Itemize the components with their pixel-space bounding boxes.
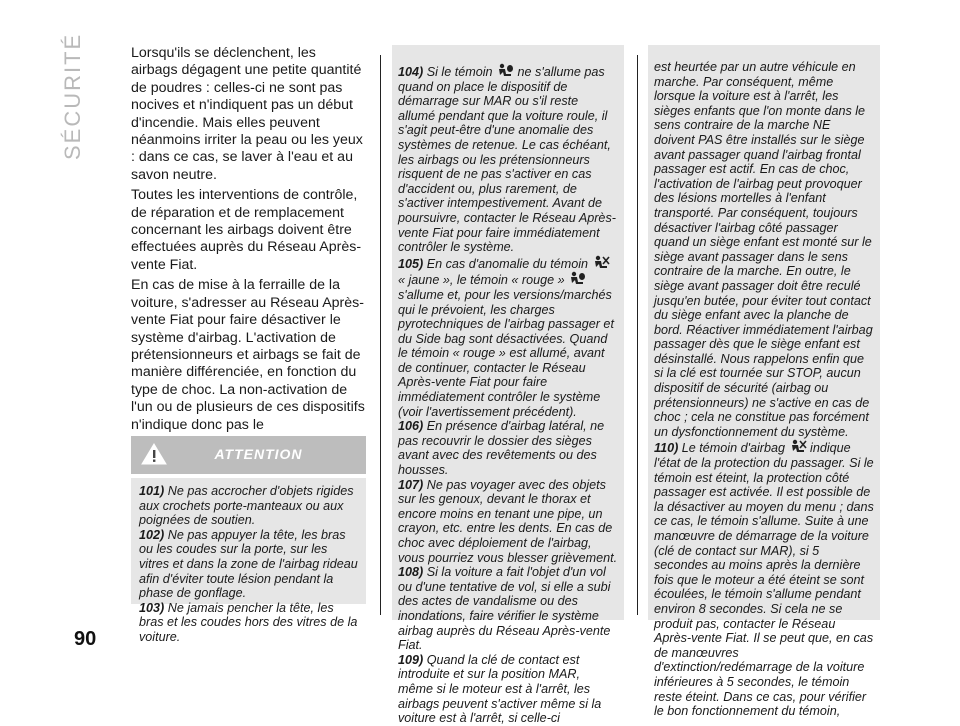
note-101: 101) Ne pas accrocher d'objets rigides aux crochets porte-manteaux ou aux poignées de soutien.	[139, 484, 354, 528]
note-102: 102) Ne pas appuyer la tête, les bras ou les coudes sur la porte, sur les vitres et dans la zone de l'airbag rideau afin d'éviter toute lésion pendant la phase de gonflage.	[139, 527, 358, 601]
note-107: 107) Ne pas voyager avec des objets sur les genoux, devant le thorax et encore moins en tenant une pipe, un crayon, etc. entre les dents. En cas de choc avec déploiement de l'airbag, vous pourriez vous blesser grièvement.	[398, 477, 618, 565]
note-108: 108) Si la voiture a fait l'objet d'un vol ou d'une tentative de vol, si elle a subi des actes de vandalisme ou des inondations, faire vérifier le système airbag auprès du Réseau Après-vente Fiat.	[398, 565, 611, 653]
paragraph-3: En cas de mise à la ferraille de la voiture, s'adresser au Réseau Après-vente Fiat pour faire désactiver le système d'airbag. L'activation de prétensionneurs et airbags se fait de manière différenciée, en fonction du type de choc. La non-activation de l'un ou de plusieurs de ces dispositifs n'indique donc pas le	[131, 277, 365, 433]
passenger-airbag-off-icon	[789, 439, 807, 455]
attention-notes	[131, 478, 366, 644]
paragraph-1: Lorsqu'ils se déclenchent, les airbags dégagent une petite quantité de poudres : celles-ci ne sont pas nocives et n'indiquent pas un début d'incendie. Mais elles peuvent néanmoins irriter la peau ou les yeux : dans ce cas, se laver à l'eau et au savon neutre.	[131, 45, 363, 183]
attention-heading: ATTENTION	[214, 446, 303, 462]
page-number: 90	[74, 628, 97, 650]
note-103: 103) Ne jamais pencher la tête, les bras et les coudes hors des vitres de la voiture.	[139, 600, 358, 644]
airbag-warning-icon	[496, 63, 514, 79]
warnings-column-2	[648, 45, 880, 719]
column-divider	[637, 55, 638, 615]
paragraph-2: Toutes les interventions de contrôle, de réparation et de remplacement concernant les airbags doivent être effectuées auprès du Réseau Après-vente Fiat.	[131, 187, 362, 273]
airbag-warning-icon	[568, 271, 586, 287]
note-105: 105) En cas d'anomalie du témoin « jaune », le témoin « rouge » s'allume et, pour les versions/marchés qui le prévoient, les charges pyrotechniques de l'airbag passager et du Side bag sont désactivées. Quand le témoin « rouge » est allumé, avant de continuer, contacter le Réseau Après-vente Fiat pour faire immédiatement contrôler le système (voir l'avertissement précédent).	[398, 256, 614, 419]
warnings-column-1	[392, 45, 624, 726]
main-text-column	[131, 45, 366, 454]
note-109-continued: est heurtée par un autre véhicule en marche. Par conséquent, même lorsque la voiture est à l'arrêt, les sièges enfants que l'on monte dans le sens contraire de la marche NE doivent PAS être installés sur le siège avant passager quand l'airbag frontal passager est actif. En cas de choc, l'activation de l'airbag peut provoquer des lésions mortelles à l'enfant transporté. Par conséquent, toujours désactiver l'airbag côté passager quand un siège enfant est monté sur le siège avant passager dans le sens contraire de la marche. En outre, le siège avant passager doit être reculé jusqu'en butée, pour éviter tout contact du siège enfant avec la planche de bord. Réactiver immédiatement l'airbag passager dès que le siège enfant est désinstallé. Nous rappelons enfin que si la clé est tournée sur STOP, aucun dispositif de sécurité (airbag ou prétensionneurs) ne s'active en cas de choc ; cela ne constitue pas forcément un dysfonctionnement du système.	[654, 60, 873, 439]
section-title: SÉCURITÉ	[60, 32, 85, 160]
passenger-airbag-off-icon	[592, 255, 610, 271]
note-110: 110) Le témoin d'airbag indique l'état de la protection du passager. Si le témoin est éteint, la protection côté passager est activée. Il est possible de la désactiver au moyen du menu ; dans ce cas, le témoin s'allume. Suite à une manœuvre de démarrage de la voiture (clé de contact sur MAR), si 5 secondes au moins après la dernière fois que le moteur a été éteint se sont écoulées, le témoin s'allume pendant environ 8 secondes. Si cela ne se produit pas, contacter le Réseau Après-vente Fiat. Il se peut que, en cas de manœuvres d'extinction/redémarrage de la voiture inférieures à 5 secondes, le témoin reste éteint. Dans ce cas, pour vérifier le bon fonctionnement du témoin,	[654, 441, 874, 719]
column-divider	[380, 55, 381, 615]
note-104: 104) Si le témoin ne s'allume pas quand on place le dispositif de démarrage sur MAR ou s'il reste allumé pendant que la voiture roule, il s'agit peut-être d'une anomalie des systèmes de retenue. Le cas échéant, les airbags ou les prétensionneurs risquent de ne pas s'activer en cas d'accident ou, plus rarement, de s'activer intempestivement. Avant de poursuivre, contacter le Réseau Après-vente Fiat pour faire immédiatement contrôler le système.	[398, 65, 616, 255]
note-109: 109) Quand la clé de contact est introduite et sur la position MAR, même si le moteur est à l'arrêt, les airbags peuvent s'activer même si la voiture est à l'arrêt, si celle-ci	[398, 652, 602, 726]
attention-header	[131, 436, 366, 474]
note-106: 106) En présence d'airbag latéral, ne pas recouvrir le dossier des sièges avant avec des revêtements ou des housses.	[398, 419, 605, 478]
